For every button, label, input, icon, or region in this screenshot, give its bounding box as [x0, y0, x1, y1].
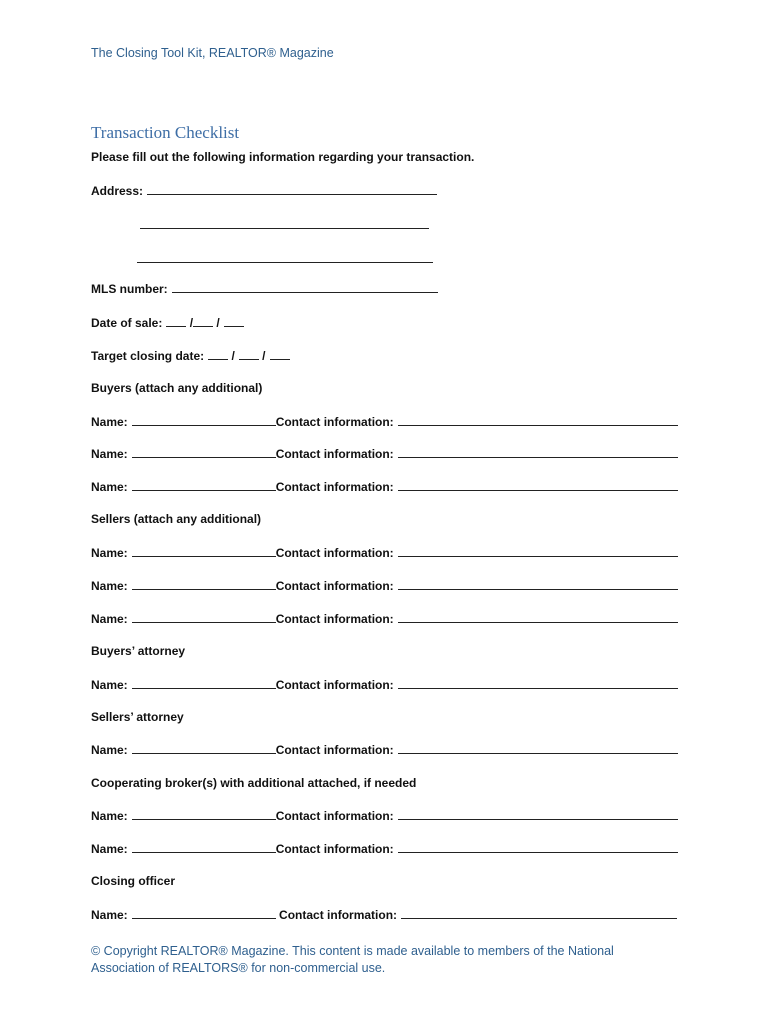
date-of-sale-row: Date of sale: / / — [91, 314, 244, 330]
page-header: The Closing Tool Kit, REALTOR® Magazine — [91, 46, 334, 60]
name-label: Name: — [91, 809, 128, 823]
contact-label: Contact information: — [275, 612, 394, 626]
broker-row — [91, 807, 678, 823]
buyers-attorney-row — [91, 676, 678, 692]
target-closing-year[interactable] — [270, 347, 290, 360]
date-of-sale-month[interactable] — [166, 314, 186, 327]
sellers-attorney-row — [91, 741, 678, 757]
contact-field[interactable] — [398, 610, 678, 623]
page-title: Transaction Checklist — [91, 123, 240, 142]
intro-text: Please fill out the following information regarding your transaction. — [91, 150, 475, 164]
section-heading-buyers-attorney: Buyers’ attorney — [91, 644, 186, 658]
name-field[interactable] — [132, 544, 276, 557]
contact-label: Contact information: — [275, 842, 394, 856]
contact-field[interactable] — [398, 478, 678, 491]
address-label: Address: — [91, 184, 144, 198]
address-line-2[interactable] — [140, 216, 429, 229]
section-heading-closing-officer: Closing officer — [91, 874, 176, 888]
address-line-1[interactable] — [147, 182, 437, 195]
name-field[interactable] — [132, 906, 276, 919]
closing-officer-row — [91, 906, 677, 922]
contact-field[interactable] — [398, 413, 678, 426]
section-heading-sellers: Sellers (attach any additional) — [91, 512, 262, 526]
buyer-row — [91, 413, 678, 429]
contact-label: Contact information: — [275, 678, 394, 692]
mls-field[interactable] — [172, 280, 438, 293]
contact-field[interactable] — [398, 840, 678, 853]
name-field[interactable] — [132, 741, 276, 754]
target-closing-date-row: Target closing date: / / — [91, 347, 290, 363]
name-label: Name: — [91, 447, 128, 461]
date-of-sale-label: Date of sale: — [91, 316, 163, 330]
section-heading-cooperating-brokers: Cooperating broker(s) with additional attached, if needed — [91, 776, 417, 790]
contact-label: Contact information: — [275, 579, 394, 593]
address-row-3 — [137, 250, 433, 266]
contact-field[interactable] — [398, 676, 678, 689]
contact-label: Contact information: — [275, 415, 394, 429]
seller-row — [91, 577, 678, 593]
contact-field[interactable] — [401, 906, 677, 919]
address-row-2 — [140, 216, 429, 232]
contact-label: Contact information: — [279, 908, 398, 922]
name-label: Name: — [91, 678, 128, 692]
contact-field[interactable] — [398, 577, 678, 590]
section-heading-sellers-attorney: Sellers’ attorney — [91, 710, 184, 724]
address-row — [91, 182, 437, 198]
name-field[interactable] — [132, 478, 276, 491]
contact-field[interactable] — [398, 807, 678, 820]
target-closing-date-label: Target closing date: — [91, 349, 205, 363]
contact-label: Contact information: — [275, 447, 394, 461]
date-of-sale-year[interactable] — [224, 314, 244, 327]
address-line-3[interactable] — [137, 250, 433, 263]
contact-label: Contact information: — [275, 743, 394, 757]
target-closing-month[interactable] — [208, 347, 228, 360]
name-label: Name: — [91, 415, 128, 429]
date-of-sale-day[interactable] — [193, 314, 213, 327]
target-closing-day[interactable] — [239, 347, 259, 360]
name-field[interactable] — [132, 577, 276, 590]
copyright-footer: © Copyright REALTOR® Magazine. This content is made available to members of the National Association of REALTORS® for non-commercial use. — [91, 944, 614, 975]
contact-label: Contact information: — [275, 480, 394, 494]
name-label: Name: — [91, 842, 128, 856]
name-label: Name: — [91, 480, 128, 494]
contact-label: Contact information: — [275, 809, 394, 823]
name-field[interactable] — [132, 445, 276, 458]
name-label: Name: — [91, 743, 128, 757]
contact-field[interactable] — [398, 741, 678, 754]
contact-label: Contact information: — [275, 546, 394, 560]
buyer-row — [91, 445, 678, 461]
seller-row — [91, 544, 678, 560]
name-label: Name: — [91, 612, 128, 626]
name-field[interactable] — [132, 610, 276, 623]
buyer-row — [91, 478, 678, 494]
name-field[interactable] — [132, 676, 276, 689]
broker-row — [91, 840, 678, 856]
mls-label: MLS number: — [91, 282, 168, 296]
section-heading-buyers: Buyers (attach any additional) — [91, 381, 263, 395]
name-field[interactable] — [132, 840, 276, 853]
name-field[interactable] — [132, 413, 276, 426]
contact-field[interactable] — [398, 445, 678, 458]
mls-row — [91, 280, 438, 296]
name-field[interactable] — [132, 807, 276, 820]
name-label: Name: — [91, 546, 128, 560]
seller-row — [91, 610, 678, 626]
name-label: Name: — [91, 579, 128, 593]
contact-field[interactable] — [398, 544, 678, 557]
name-label: Name: — [91, 908, 128, 922]
